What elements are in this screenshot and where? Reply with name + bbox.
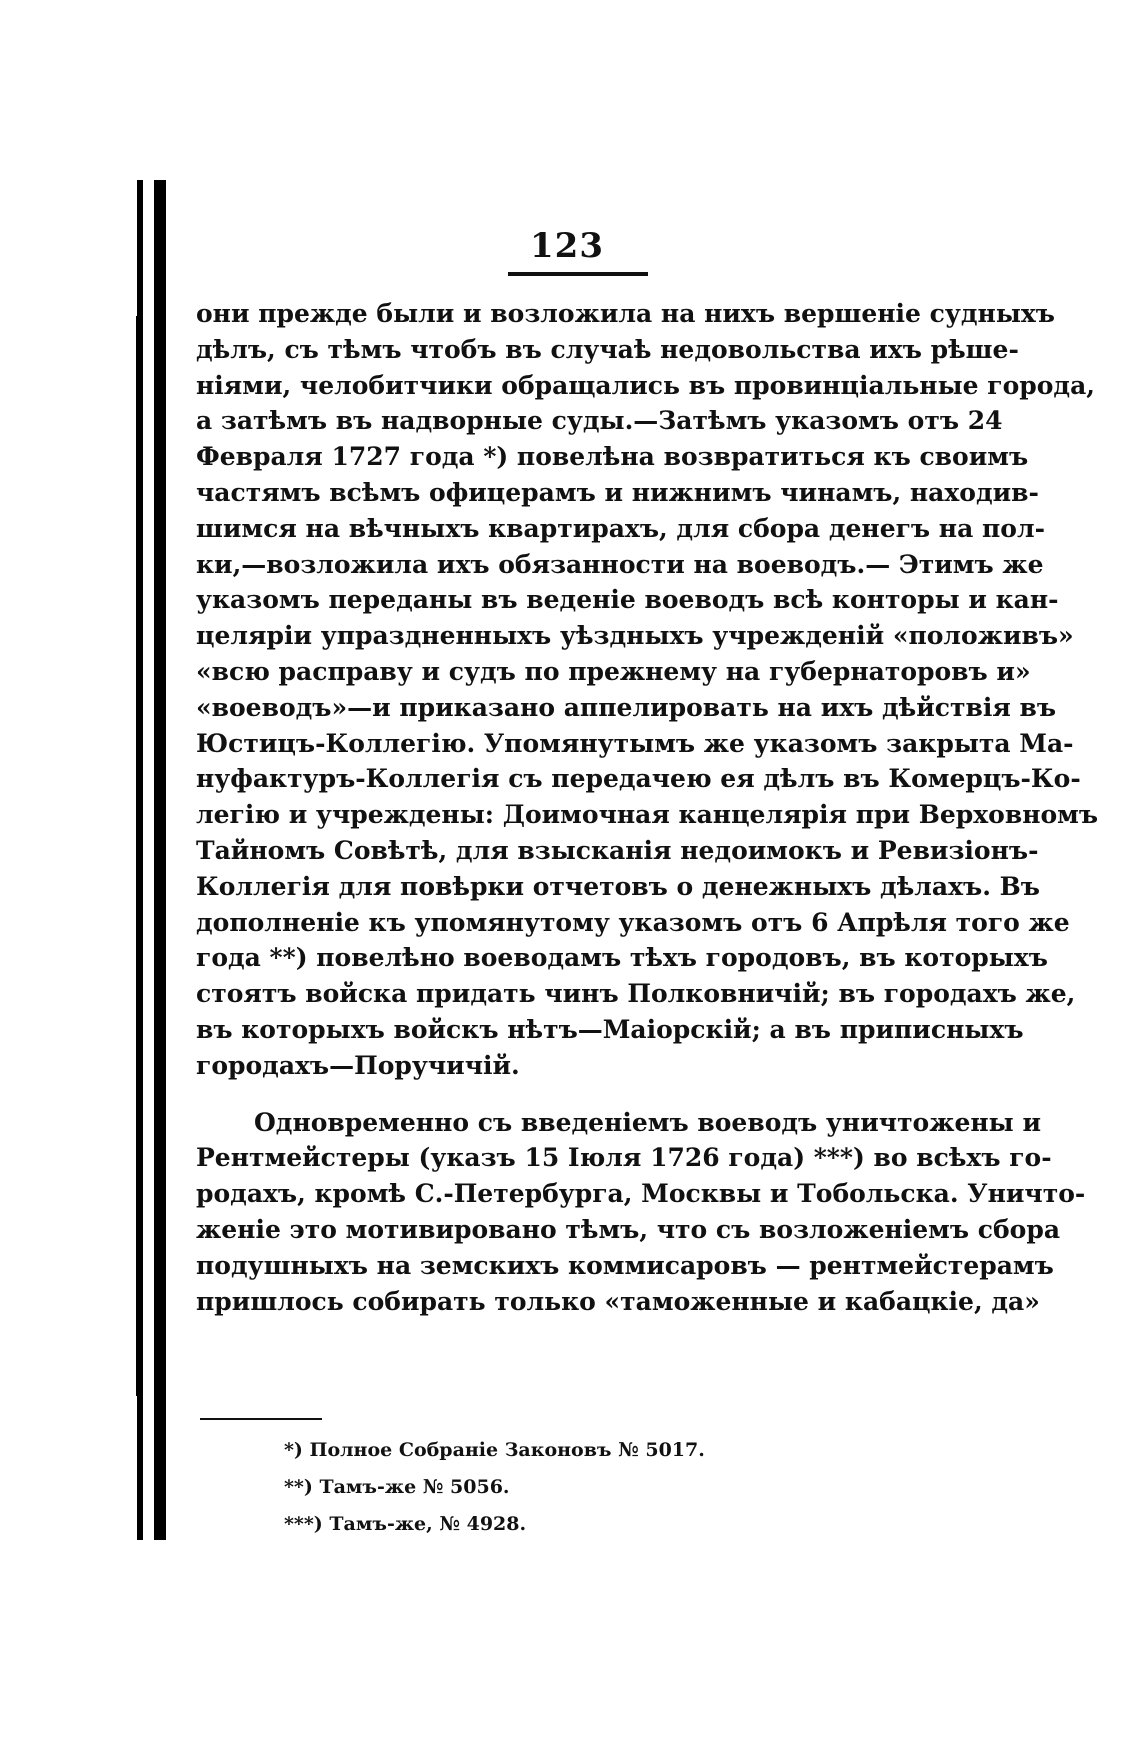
footnote-rule [200, 1418, 322, 1420]
text-line: Юстицъ-Коллегію. Упомянутымъ же указомъ закрыта Ма- [196, 728, 1074, 758]
page-number: 123 [530, 226, 604, 266]
text-line: ки,—возложила ихъ обязанности на воеводъ.— Этимъ же [196, 549, 1044, 579]
text-line: они прежде были и возложила на нихъ вершеніе судныхъ [196, 299, 1055, 328]
text-line: родахъ, кромѣ С.-Петербурга, Москвы и Тобольска. Уничто- [196, 1179, 1086, 1209]
scan-edge-bar [136, 316, 140, 1396]
text-line: «воеводъ»—и приказано аппелировать на ихъ дѣйствія въ [196, 692, 1057, 722]
text-line: дополненіе къ упомянутому указомъ отъ 6 Апрѣля того же [196, 907, 1070, 937]
text-line: а затѣмъ въ надворные суды.—Затѣмъ указомъ отъ 24 [196, 406, 1003, 436]
paragraph-2 [196, 1105, 1086, 1320]
scan-edge-bar [154, 180, 166, 1540]
text-line: «всю расправу и судъ по прежнему на губернаторовъ и» [196, 656, 1031, 686]
text-line: стоятъ войска придать чинъ Полковничій; въ городахъ же, [196, 979, 1076, 1009]
footnotes [284, 1432, 784, 1543]
text-line: въ которыхъ войскъ нѣтъ—Маіорскій; а въ приписныхъ [196, 1014, 1024, 1044]
text-line: нуфактуръ-Коллегія съ передачею ея дѣлъ въ Комерцъ-Ко- [196, 764, 1081, 794]
text-line: Одновременно съ введеніемъ воеводъ уничтожены и [254, 1107, 1041, 1137]
text-line: легію и учреждены: Доимочная канцелярія при Верховномъ [196, 800, 1099, 830]
text-line: городахъ—Поручичій. [196, 1050, 520, 1080]
text-line: Коллегія для повѣрки отчетовъ о денежныхъ дѣлахъ. Въ [196, 871, 1040, 901]
text-line: шимся на вѣчныхъ квартирахъ, для сбора денегъ на пол- [196, 513, 1045, 543]
text-line: частямъ всѣмъ офицерамъ и нижнимъ чинамъ, находив- [196, 477, 1039, 507]
text-line: дѣлъ, съ тѣмъ чтобъ въ случаѣ недовольства ихъ рѣше- [196, 334, 1019, 364]
text-line: Тайномъ Совѣтѣ, для взысканія недоимокъ и Ревизіонъ- [196, 835, 1039, 865]
text-line: ніями, челобитчики обращались въ провинціальные города, [196, 370, 1095, 400]
text-line: года **) повелѣно воеводамъ тѣхъ городовъ, въ которыхъ [196, 943, 1048, 973]
footnote: ***) Тамъ-же, № 4928. [284, 1513, 527, 1535]
text-line: Февраля 1727 года *) повелѣна возвратиться къ своимъ [196, 442, 1029, 472]
page-number-rule [508, 272, 648, 276]
text-line: пришлось собирать только «таможенные и кабацкіе, да» [196, 1286, 1040, 1316]
text-line: Рентмейстеры (указъ 15 Іюля 1726 года) ***) во всѣхъ го- [196, 1143, 1052, 1173]
paragraph-1 [196, 296, 1099, 1084]
text-line: целяріи упраздненныхъ уѣздныхъ учрежденій «положивъ» [196, 621, 1074, 651]
footnote: **) Тамъ-же № 5056. [284, 1476, 510, 1498]
text-line: указомъ переданы въ веденіе воеводъ всѣ конторы и кан- [196, 585, 1059, 615]
footnote: *) Полное Собраніе Законовъ № 5017. [284, 1439, 705, 1461]
text-line: женіе это мотивировано тѣмъ, что съ возложеніемъ сбора [196, 1214, 1061, 1244]
body-text [196, 296, 1099, 1319]
text-line: подушныхъ на земскихъ коммисаровъ — рентмейстерамъ [196, 1250, 1054, 1280]
